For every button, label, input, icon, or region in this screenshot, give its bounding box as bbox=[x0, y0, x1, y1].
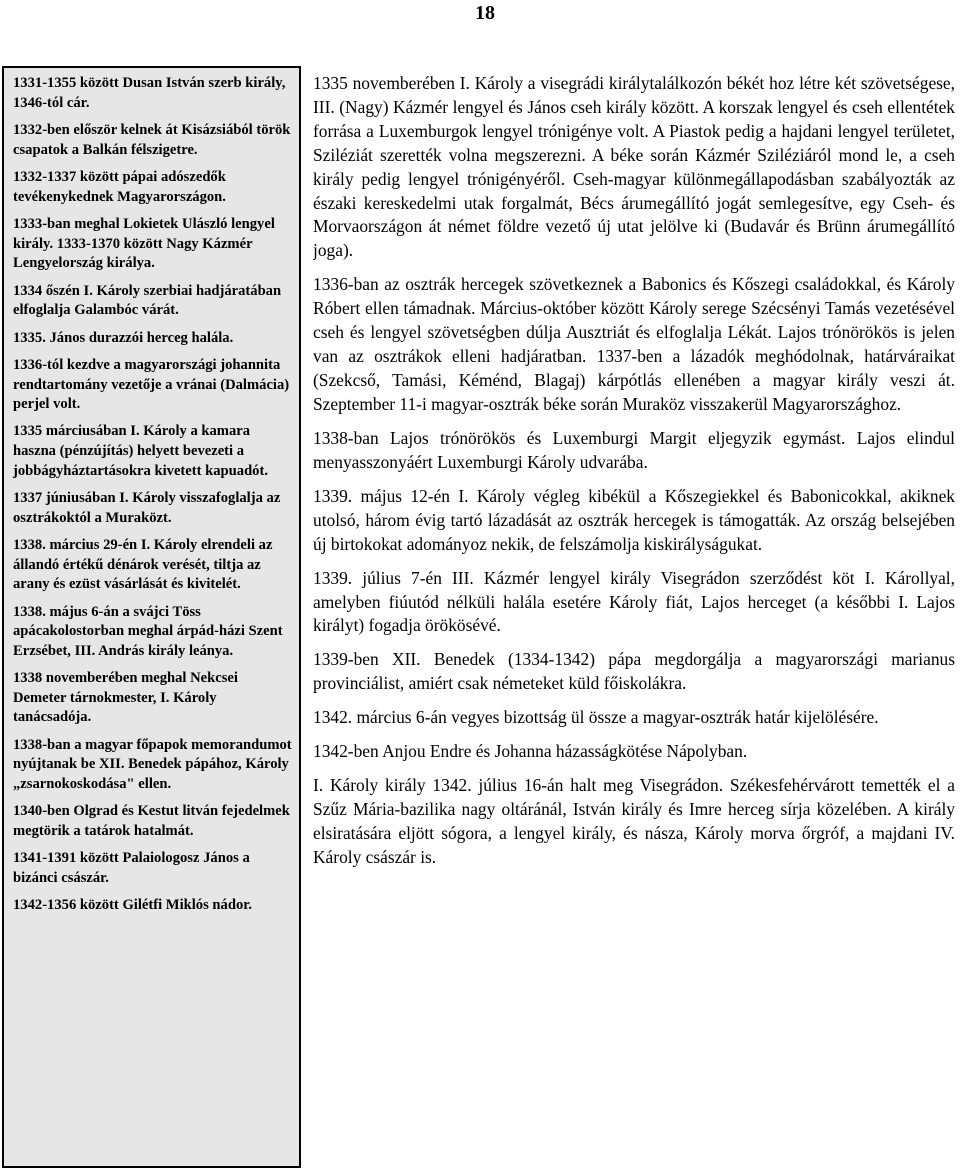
sidebar-entry: 1334 őszén I. Károly szerbiai hadjáratában elfoglalja Galambóc várát. bbox=[13, 282, 282, 319]
sidebar-entry: 1333-ban meghal Lokietek Ulászló lengyel király. 1333-1370 között Nagy Kázmér Lengyelország királya. bbox=[13, 215, 275, 272]
body-paragraph: 1339. július 7-én III. Kázmér lengyel király Visegrádon szerződést köt I. Károllyal, amelyben fiúutód nélküli halála esetére Károly fiát, Lajos herceget (a későbbi I. Lajos királyt) fogadja örökösévé. bbox=[313, 567, 955, 636]
sidebar-entry: 1335. János durazzói herceg halála. bbox=[13, 329, 234, 346]
sidebar-entry: 1335 márciusában I. Károly a kamara haszna (pénzújítás) helyett bevezeti a jobbágyháztartásokra kivetett kapuadót. bbox=[13, 423, 268, 479]
body-paragraph: 1336-ban az osztrák hercegek szövetkeznek a Babonics és Kőszegi családokkal, és Károly Róbert ellen támadnak. Március-október között Károly serege Szécsényi Tamás vezetésével cseh és lengyel szövetségben dúlja Ausztriát és elfoglalja Lékát. Lajos trónörökös is jelen van az osztrákok elleni hadjáratban. 1337-ben a lázadók meghódolnak, határváraikat (Szekcső, Tamási, Kéménd, Blagaj) kárpótlás ellenében a magyar király veszi át. Szeptember 11-i magyar-osztrák béke során Muraköz visszakerül Magyarországhoz. bbox=[313, 274, 955, 414]
sidebar-entry: 1331-1355 között Dusan István szerb király, 1346-tól cár. bbox=[13, 75, 286, 111]
chronology-sidebar bbox=[2, 66, 301, 1168]
body-paragraph: 1339-ben XII. Benedek (1334-1342) pápa megdorgálja a magyarországi marianus provinciálist, amiért csak németeket küld főiskolákra. bbox=[313, 649, 955, 694]
body-paragraph: 1335 novemberében I. Károly a visegrádi királytalálkozón békét hoz létre két szövetségese, III. (Nagy) Kázmér lengyel és János cseh király között. A korszak lengyel és cseh ellentétek forrása a Luxemburgok lengyel trónigénye volt. A Piastok pedig a hajdani lengyel területet, Sziléziát szerették volna megszerezni. A béke során Kázmér Sziléziáról mond le, a cseh király pedig lengyel trónigényéről. Cseh-magyar különmegállapodásban szabályozták az északi kereskedelmi utak forgalmát, Bécs árumegállító jogát semlegesítve, egy Cseh- és Morvaországon át német földre vezető új utat jelölve ki (Budavár és Brünn árumegállító joga). bbox=[313, 73, 955, 261]
sidebar-entry: 1338 novemberében meghal Nekcsei Demeter tárnokmester, I. Károly tanácsadója. bbox=[13, 670, 238, 726]
body-paragraph: 1339. május 12-én I. Károly végleg kibékül a Kőszegiekkel és Baboniсokkal, akiknek utolsó, három évig tartó lázadását az osztrák hercegek is támogatták. Az ország belsejében új birtokokat adományoz nekik, de felszámolja kiskirályságukat. bbox=[313, 485, 955, 554]
sidebar-entry: 1341-1391 között Palaiologosz János a bizánci császár. bbox=[13, 850, 250, 886]
sidebar-entry: 1342-1356 között Gilétfi Miklós nádor. bbox=[13, 897, 253, 914]
body-paragraph: 1342-ben Anjou Endre és Johanna házasságkötése Nápolyban. bbox=[313, 741, 748, 762]
main-text bbox=[313, 72, 955, 1166]
sidebar-entry: 1332-1337 között pápai adószedők tevékenykednek Magyarországon. bbox=[13, 168, 226, 205]
sidebar-entry: 1338-ban a magyar főpapok memorandumot nyújtanak be XII. Benedek pápához, Károly „zsarnokoskodása" ellen. bbox=[13, 736, 292, 792]
body-paragraph: I. Károly király 1342. július 16-án halt meg Visegrádon. Székesfehérvárott temették el a Szűz Mária-bazilika nagy oltáránál, István király és Imre herceg sírja közelében. A király elsiratására eljött sógora, a lengyel király, és násza, Károly morva őrgróf, a majdani IV. Károly császár is. bbox=[313, 775, 955, 868]
body-paragraph: 1342. március 6-án vegyes bizottság ül össze a magyar-osztrák határ kijelölésére. bbox=[313, 707, 879, 728]
sidebar-entry: 1337 júniusában I. Károly visszafoglalja az osztrákoktól a Muraközt. bbox=[13, 490, 281, 526]
page-number: 18 bbox=[475, 2, 495, 24]
body-paragraph: 1338-ban Lajos trónörökös és Luxemburgi Margit eljegyzik egymást. Lajos elindul menyasszonyáért Luxemburgi Károly udvarába. bbox=[313, 427, 955, 472]
sidebar-entry: 1336-tól kezdve a magyarországi johannita rendtartomány vezetője a vránai (Dalmácia) perjel volt. bbox=[13, 356, 290, 413]
sidebar-entry: 1338. március 29-én I. Károly elrendeli az állandó értékű dénárok verését, tiltja az arany és ezüst vásárlását és kivitelét. bbox=[13, 537, 273, 593]
sidebar-entry: 1338. május 6-án a svájci Töss apácakolostorban meghal árpád-házi Szent Erzsébet, III. András király leánya. bbox=[13, 603, 283, 659]
sidebar-entry: 1340-ben Olgrad és Kestut litván fejedelmek megtörik a tatárok hatalmát. bbox=[13, 803, 290, 839]
sidebar-entry: 1332-ben először kelnek át Kisázsiából török csapatok a Balkán félszigetre. bbox=[13, 121, 291, 158]
